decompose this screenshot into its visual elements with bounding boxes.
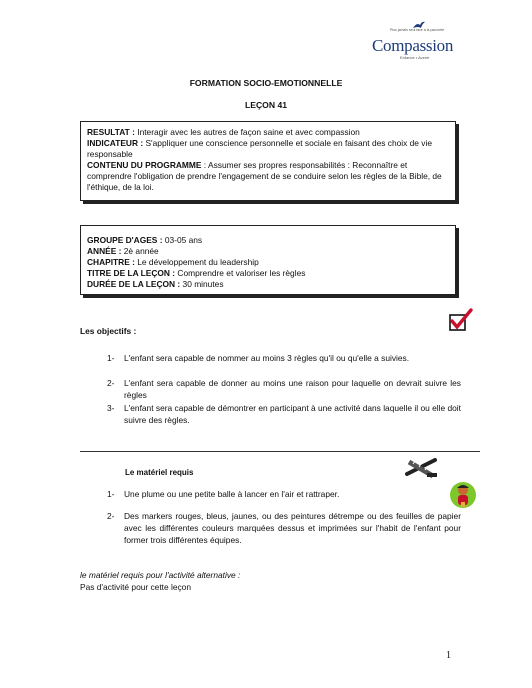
item-number: 2-: [107, 378, 115, 388]
contenu-text: : Assumer ses propres responsabilités : Reconnaître et comprendre l'obligation de prendre l'engagement de se conduire selon les règles de la Bible, de l'éthique, de la loi.: [87, 160, 442, 192]
item-number: 2-: [107, 511, 115, 521]
resultat-label: RESULTAT :: [87, 127, 135, 137]
item-text: L'enfant sera capable de donner au moins une raison pour laquelle on devrait suivre les règles: [124, 378, 461, 401]
page-number: 1: [446, 650, 451, 661]
item-number: 1-: [107, 353, 115, 363]
item-text: Des markers rouges, bleus, jaunes, ou des peintures détrempe ou des feuilles de papier avec les différentes couleurs marquées dessus et imprimées sur l'habit de l'enfant pour former trois différentes équipes.: [124, 511, 461, 546]
chapitre-value: Le développement du leadership: [134, 257, 259, 267]
objectives-heading: Les objectifs :: [80, 326, 137, 336]
annee-line: [87, 246, 449, 257]
lesson-number: LEÇON 41: [244, 100, 288, 110]
alternative-text: Pas d'activité pour cette leçon: [80, 582, 192, 592]
chapitre-line: [87, 257, 449, 268]
item-number: 1-: [107, 489, 115, 499]
indicateur-label: INDICATEUR :: [87, 138, 144, 148]
logo-top-line: Plus jamais seul face à la pauvreté: [390, 28, 445, 32]
item-text: Une plume ou une petite balle à lancer en l'air et rattraper.: [124, 489, 340, 499]
logo-tagline: Enfance • Avenir: [400, 55, 430, 60]
checkbox-check-icon: [448, 308, 474, 332]
indicateur-text: S'appliquer une conscience personnelle et sociale en faisant des choix de vie responsable: [87, 138, 433, 159]
item-number: 3-: [107, 403, 115, 413]
groupe-value: 03-05 ans: [162, 235, 203, 245]
objectives-list: [107, 352, 467, 442]
groupe-label: GROUPE D'AGES :: [87, 235, 163, 245]
resultat-line: [87, 127, 449, 138]
titre-value: Comprendre et valoriser les règles: [175, 268, 306, 278]
logo-word: Compassion: [372, 36, 454, 55]
annee-label: ANNÉE :: [87, 246, 122, 256]
section-divider: [80, 451, 480, 452]
page-title: FORMATION SOCIO-EMOTIONNELLE: [189, 78, 343, 88]
outcome-box: [80, 121, 456, 201]
item-text: L'enfant sera capable de démontrer en participant à une activité dans laquelle il ou elle doit suivre des règles.: [124, 403, 461, 426]
compassion-logo: [372, 20, 452, 68]
alternative-heading: le matériel requis pour l'activité alternative :: [80, 570, 241, 580]
indicateur-line: [87, 138, 449, 160]
duree-line: [87, 279, 449, 290]
item-text: L'enfant sera capable de nommer au moins 3 règles qu'il ou qu'elle a suivies.: [124, 353, 410, 363]
titre-label: TITRE DE LA LEÇON :: [87, 268, 176, 278]
resultat-text: Interagir avec les autres de façon saine et avec compassion: [134, 127, 360, 137]
annee-value: 2è année: [121, 246, 159, 256]
titre-line: [87, 268, 449, 279]
materials-list: [107, 488, 467, 558]
pencil-ruler-icon: [405, 454, 439, 480]
groupe-line: [87, 235, 449, 246]
contenu-label: CONTENU DU PROGRAMME: [87, 160, 202, 170]
duree-value: 30 minutes: [180, 279, 224, 289]
chapitre-label: CHAPITRE :: [87, 257, 135, 267]
duree-label: DURÉE DE LA LEÇON :: [87, 279, 181, 289]
lesson-info-box: [80, 225, 456, 295]
contenu-line: [87, 160, 449, 193]
materials-heading: Le matériel requis: [125, 468, 194, 477]
